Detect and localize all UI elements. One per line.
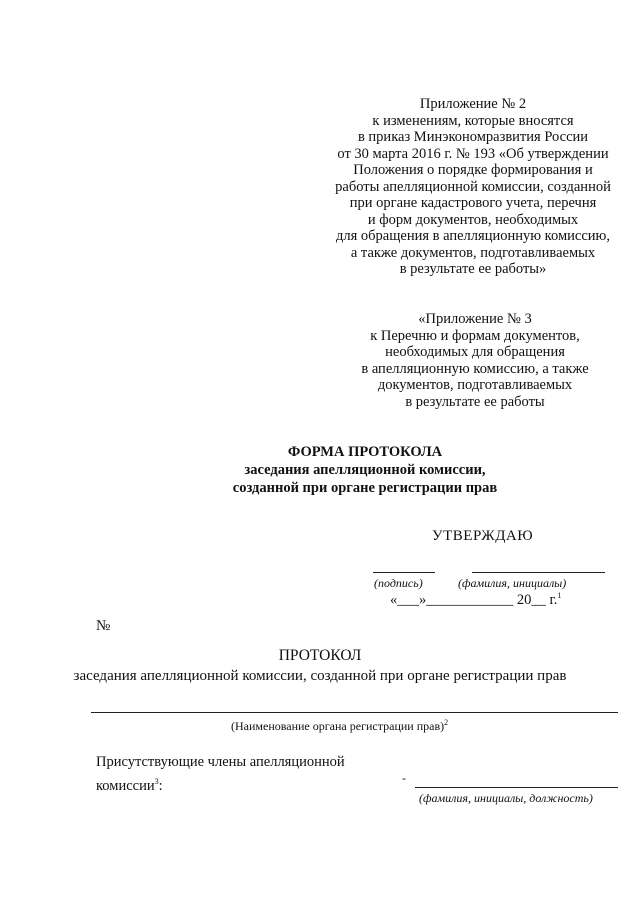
footnote-marker: 3 (154, 777, 159, 786)
members-label (96, 752, 345, 796)
appendix-line: в апелляционную комиссию, а также (361, 360, 589, 377)
appendix-line: в результате ее работы» (399, 261, 547, 277)
appendix-line: а также документов, подготавливаемых (350, 244, 596, 261)
approval-date-text: «___»____________ 20__ г. (390, 591, 558, 608)
form-title (180, 443, 550, 497)
appendix-line: от 30 марта 2016 г. № 193 «Об утверждении (337, 145, 609, 162)
appendix-line: «Приложение № 3 (418, 311, 532, 327)
appendix-line: при органе кадастрового учета, перечня (349, 195, 597, 211)
appendix-line: документов, подготавливаемых (377, 377, 573, 393)
protocol-number-label: № (96, 618, 111, 634)
members-dash: - (402, 771, 406, 785)
appendix-line: к Перечню и формам документов, (370, 327, 580, 344)
form-title-line-3: созданной при органе регистрации прав (232, 480, 498, 496)
protocol-subtitle: заседания апелляционной комиссии, созданной при органе регистрации прав (73, 668, 567, 684)
registration-body-caption (231, 718, 448, 734)
appendix-line: к изменениям, которые вносятся (372, 112, 574, 129)
signature-line[interactable] (373, 572, 435, 573)
protocol-title: ПРОТОКОЛ (278, 647, 362, 664)
name-line[interactable] (472, 572, 605, 573)
members-caption: (фамилия, инициалы, должность) (419, 791, 593, 805)
footnote-marker: 1 (557, 591, 562, 600)
members-label-line-1: Присутствующие члены апелляционной (96, 754, 345, 770)
appendix-line: Положения о порядке формирования и (353, 162, 593, 178)
approve-label: УТВЕРЖДАЮ (432, 528, 534, 544)
registration-body-caption-text: (Наименование органа регистрации прав) (231, 719, 445, 733)
members-label-line-2: комиссии$^3$: (96, 777, 163, 794)
members-line[interactable] (415, 787, 618, 788)
appendix-line: работы апелляционной комиссии, созданной (335, 178, 611, 195)
footnote-marker: 2 (444, 718, 449, 727)
appendix-line: необходимых для обращения (385, 344, 565, 360)
name-caption: (фамилия, инициалы) (458, 576, 567, 590)
appendix-line: в результате ее работы (405, 393, 545, 410)
approval-date[interactable] (390, 591, 561, 609)
appendix-2-header (318, 96, 628, 278)
appendix-3-header (340, 311, 610, 410)
form-title-line-1: ФОРМА ПРОТОКОЛА (287, 444, 443, 460)
appendix-line: Приложение № 2 (419, 96, 527, 112)
appendix-line: для обращения в апелляционную комиссию, (336, 228, 610, 244)
signature-caption: (подпись) (374, 576, 423, 590)
form-title-line-2: заседания апелляционной комиссии, (244, 462, 486, 478)
appendix-line: и форм документов, необходимых (367, 211, 579, 228)
registration-body-line[interactable] (91, 712, 618, 713)
appendix-line: в приказ Минэкономразвития России (357, 129, 589, 145)
